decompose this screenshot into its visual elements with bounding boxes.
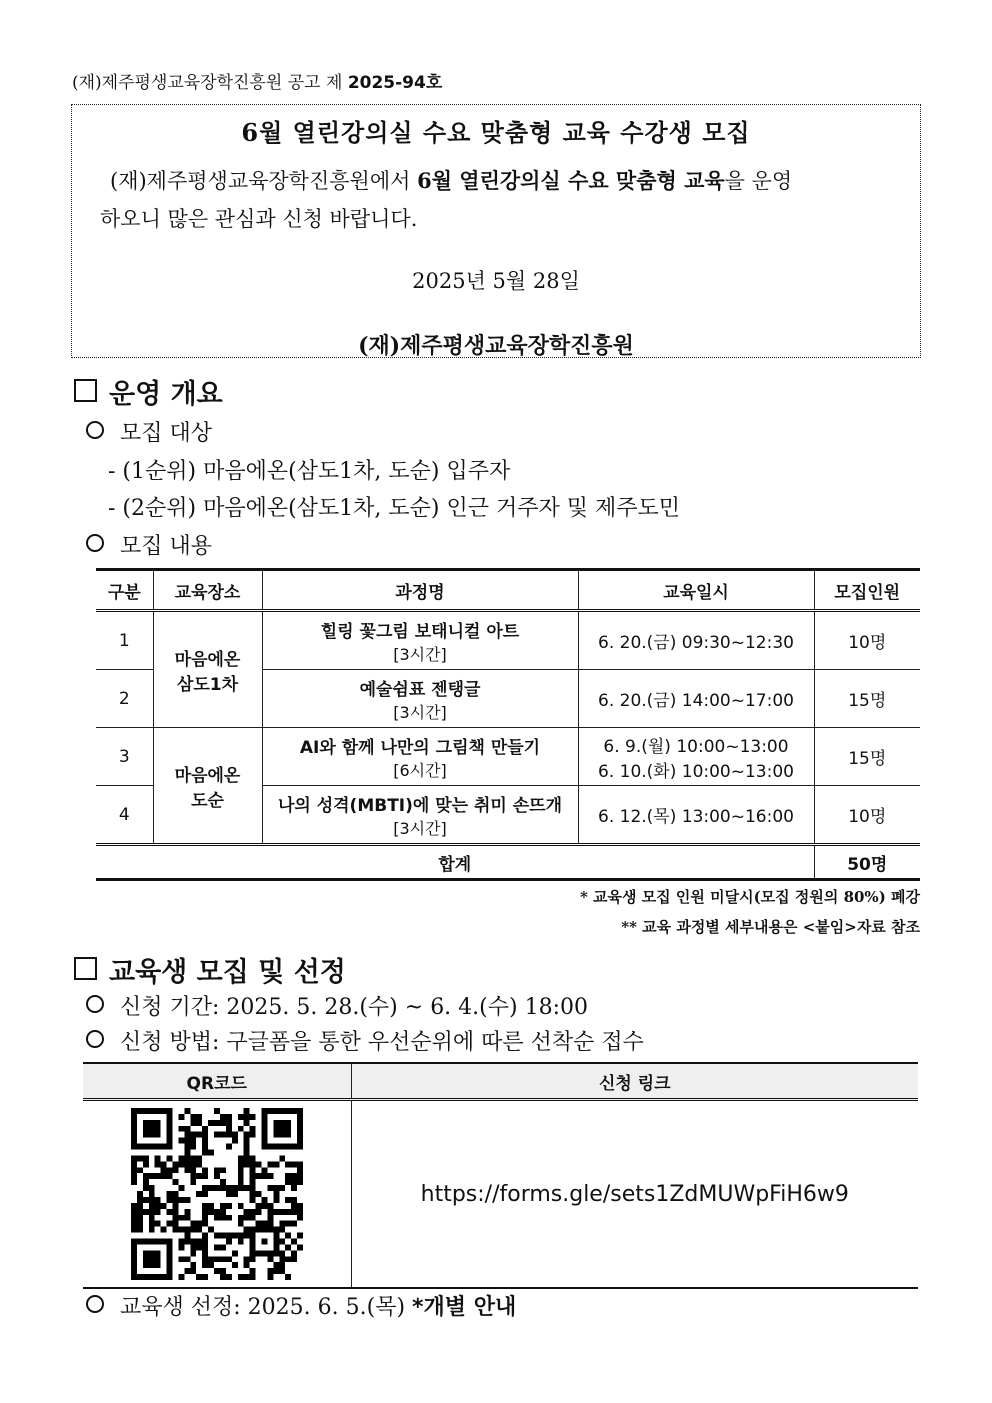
note-details: ** 교육 과정별 세부내용은 <붙임>자료 참조: [621, 918, 920, 936]
row-no: 1: [96, 611, 153, 670]
section-overview-heading: [74, 372, 223, 411]
method-line: [86, 1025, 644, 1056]
header-place: 교육장소: [153, 570, 262, 611]
table-header-row: [96, 570, 920, 611]
body-text-b: 을 운영: [724, 169, 793, 193]
date-cell: 6. 20.(금) 09:30~12:30: [578, 611, 814, 670]
apply-method: 신청 방법: 구글폼을 통한 우선순위에 따른 선착순 접수: [120, 1030, 644, 1055]
course-cell: [262, 786, 578, 845]
body-text-a: (재)제주평생교육장학진흥원에서: [110, 169, 418, 193]
table-row: [96, 728, 920, 786]
qr-cell: [83, 1100, 351, 1289]
date-cell: 6. 20.(금) 14:00~17:00: [578, 670, 814, 728]
notice-number: [72, 68, 442, 93]
course-hours: [6시간]: [393, 760, 447, 780]
link-cell: [351, 1100, 918, 1289]
announcement-title: 6월 열린강의실 수요 맞춤형 교육 수강생 모집: [241, 118, 751, 147]
apply-period: 신청 기간: 2025. 5. 28.(수) ~ 6. 4.(수) 18:00: [120, 995, 588, 1020]
place-cell: 마음에온 도순: [153, 728, 262, 845]
total-count: 50명: [814, 845, 920, 880]
total-label: 합계: [96, 845, 814, 880]
row-no: 4: [96, 786, 153, 845]
circle-bullet-icon: [86, 534, 104, 552]
announcement-date: 2025년 5월 28일: [412, 269, 580, 293]
course-hours: [3시간]: [393, 818, 447, 838]
recruit-table: [96, 568, 920, 881]
content-label-line: [86, 529, 212, 560]
count-cell: 10명: [814, 611, 920, 670]
announcement-box: [71, 104, 921, 358]
date-cell: [578, 728, 814, 786]
course-hours: [3시간]: [393, 702, 447, 722]
course-cell: [262, 670, 578, 728]
apply-link[interactable]: https://forms.gle/sets1ZdMUWpFiH6w9: [420, 1181, 849, 1207]
course-hours: [3시간]: [393, 644, 447, 664]
row-no: 3: [96, 728, 153, 786]
header-date: 교육일시: [578, 570, 814, 611]
date-line-2: 6. 10.(화) 10:00~13:00: [598, 761, 794, 782]
notice-number-prefix: (재)제주평생교육장학진흥원 공고 제: [72, 73, 343, 93]
table-row: [96, 611, 920, 670]
content-label: 모집 내용: [120, 534, 213, 559]
course-cell: [262, 611, 578, 670]
date-line-1: 6. 9.(월) 10:00~13:00: [603, 736, 789, 757]
header-count: 모집인원: [814, 570, 920, 611]
square-bullet-icon: [74, 957, 97, 980]
selection-line: [86, 1290, 516, 1321]
count-cell: 10명: [814, 786, 920, 845]
circle-bullet-icon: [86, 1295, 104, 1313]
count-cell: 15명: [814, 728, 920, 786]
announcement-organization: (재)제주평생교육장학진흥원: [358, 333, 634, 359]
course-name: 예술쉼표 젠탱글: [359, 679, 481, 700]
date-cell: 6. 12.(목) 13:00~16:00: [578, 786, 814, 845]
target-priority-2: - (2순위) 마음에온(삼도1차, 도순) 인근 거주자 및 제주도민: [108, 496, 680, 521]
table-total-row: [96, 845, 920, 880]
announcement-body-line1: [110, 165, 792, 195]
period-line: [86, 990, 588, 1021]
target-priority-1: - (1순위) 마음에온(삼도1차, 도순) 입주자: [108, 459, 511, 484]
header-no: 구분: [96, 570, 153, 611]
course-name: AI와 함께 나만의 그림책 만들기: [299, 737, 541, 758]
target-label: 모집 대상: [120, 421, 213, 446]
circle-bullet-icon: [86, 421, 104, 439]
qr-header: QR코드: [83, 1063, 351, 1100]
square-bullet-icon: [74, 379, 97, 402]
link-header: 신청 링크: [351, 1063, 918, 1100]
circle-bullet-icon: [86, 995, 104, 1013]
apply-table: [83, 1062, 918, 1289]
circle-bullet-icon: [86, 1030, 104, 1048]
header-course: 과정명: [262, 570, 578, 611]
row-no: 2: [96, 670, 153, 728]
place-cell: 마음에온 삼도1차: [153, 611, 262, 728]
section-recruit-heading: [74, 950, 346, 989]
count-cell: 15명: [814, 670, 920, 728]
selection-note: *개별 안내: [412, 1295, 517, 1320]
section-overview-title: 운영 개요: [109, 379, 223, 410]
note-cancel: * 교육생 모집 인원 미달시(모집 정원의 80%) 폐강: [579, 888, 920, 906]
notice-number-value: 2025-94호: [347, 73, 443, 93]
course-cell: [262, 728, 578, 786]
selection-text: 교육생 선정: 2025. 6. 5.(목): [120, 1295, 413, 1320]
target-label-line: [86, 416, 212, 447]
course-name: 나의 성격(MBTI)에 맞는 취미 손뜨개: [277, 795, 563, 816]
body-text-bold: 6월 열린강의실 수요 맞춤형 교육: [417, 168, 725, 193]
section-recruit-title: 교육생 모집 및 선정: [109, 957, 346, 988]
announcement-body-line2: 하오니 많은 관심과 신청 바랍니다.: [100, 207, 418, 231]
qr-code-icon[interactable]: [129, 1108, 305, 1280]
course-name: 힐링 꽃그림 보태니컬 아트: [320, 621, 520, 642]
